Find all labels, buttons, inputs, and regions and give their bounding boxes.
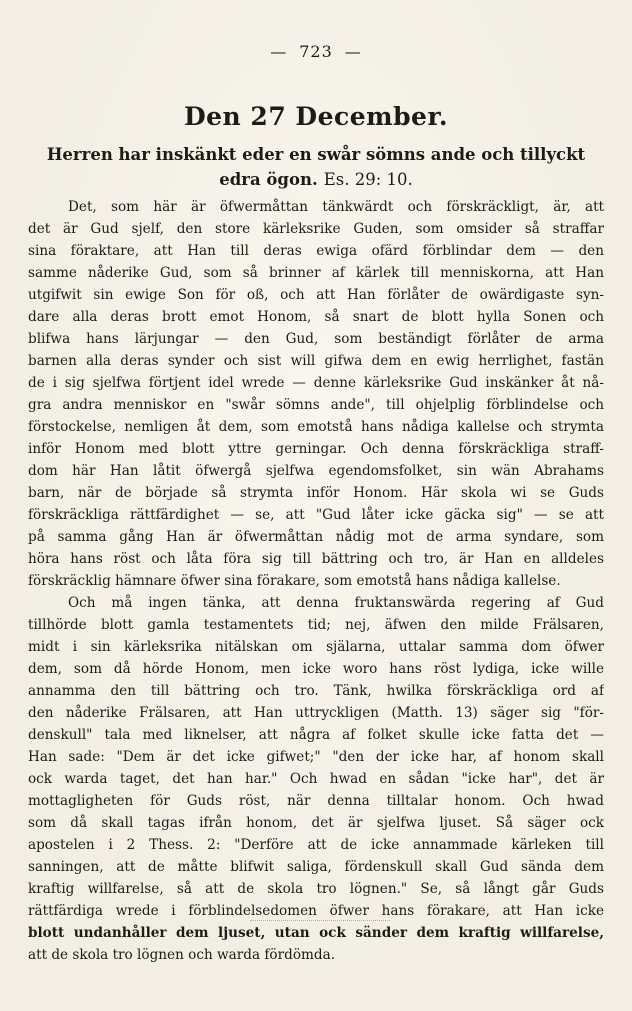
page-number — [0, 42, 632, 61]
page-number-dash-left: — — [270, 42, 288, 61]
verse-text: Herren har inskänkt eder en swår sömns ande och tillyckt edra ögon. — [46, 145, 586, 189]
text-line: ock warda taget, det han har." Och hwad en sådan "icke har", det är — [28, 771, 604, 787]
paragraph-2 — [28, 592, 604, 966]
text-line: Det, som här är öfwermåttan tänkwärdt och förskräckligt, är, att — [68, 199, 604, 215]
text-line: midt i sin kärleksrika nitälskan om själarna, uttalar samma dom öfwer — [28, 639, 604, 655]
decorative-divider — [250, 920, 390, 922]
text-line: gra andra menniskor en "swår sömns ande", till ohjelplig förblindelse och — [28, 397, 604, 413]
text-line: rättfärdiga wrede i förblindelsedomen öfwer hans förakare, att Han icke — [28, 903, 604, 919]
text-line: dare alla deras brott emot Honom, så snart de blott hylla Sonen och — [28, 309, 604, 325]
text-line: som då skall tagas ifrån honom, det är sjelfwa ljuset. Så säger ock — [28, 815, 604, 831]
text-line: Han sade: "Dem är det icke gifwet;" "den der icke har, af honom skall — [28, 749, 604, 765]
text-line: barnen alla deras synder och sist will gifwa dem en ewig herrlighet, fastän — [28, 353, 604, 369]
text-line: de i sig sjelfwa förtjent idel wrede — denne kärleksrike Gud inskänker åt nå- — [28, 375, 604, 391]
text-line: blifwa hans lärjungar — den Gud, som beständigt förlåter de arma — [28, 331, 604, 347]
text-line: tillhörde blott gamla testamentets tid; nej, äfwen den milde Frälsaren, — [28, 617, 604, 633]
text-line: samme nåderike Gud, som så brinner af kärlek till menniskorna, att Han — [28, 265, 604, 281]
text-line: blott undanhåller dem ljuset, utan ock sänder dem kraftig willfarelse, — [28, 925, 604, 941]
page-number-value: 723 — [299, 42, 333, 61]
verse-reference: Es. 29: 10. — [323, 170, 413, 189]
text-line: att de skola tro lögnen och warda fördömda. — [28, 947, 336, 963]
text-line: höra hans röst och låta föra sig till bättring och tro, är Han en alldeles — [28, 551, 604, 567]
text-line: inför Honom med blott yttre gerningar. Och denna förskräckliga straff- — [28, 441, 604, 457]
text-line: kraftig willfarelse, så att de skola tro lögnen." Se, så långt går Guds — [28, 881, 604, 897]
paragraph-1 — [28, 196, 604, 592]
text-line: barn, när de började så strymta inför Honom. Här skola wi se Guds — [28, 485, 604, 501]
text-line: sina föraktare, att Han till deras ewiga ofärd förblindar dem — den — [28, 243, 604, 259]
date-heading: Den 27 December. — [183, 102, 449, 131]
text-line: förskräckliga rättfärdighet — se, att "Gud låter icke gäcka sig" — se att — [28, 507, 604, 523]
devotional-verse-title — [36, 142, 596, 192]
text-line: det är Gud sjelf, den store kärleksrike Guden, som omsider så straffar — [28, 221, 604, 237]
page-number-dash-right: — — [344, 42, 362, 61]
body-text — [28, 196, 604, 966]
text-line: annamma den till bättring och tro. Tänk, hwilka förskräckliga ord af — [28, 683, 604, 699]
text-line: på samma gång Han är öfwermåttan nådig mot de arma syndare, som — [28, 529, 604, 545]
text-line: dem, som då hörde Honom, men icke woro hans röst lydiga, icke wille — [28, 661, 604, 677]
text-line: den nåderike Frälsaren, att Han uttryckligen (Matth. 13) säger sig "för- — [28, 705, 604, 721]
text-line: dom här Han låtit öfwergå sjelfwa egendomsfolket, sin wän Abrahams — [28, 463, 604, 479]
text-line: denskull" tala med liknelser, att några af folket skulle icke fatta det — — [28, 727, 604, 743]
text-line: sanningen, att de måtte blifwit saliga, fördenskull skall Gud sända dem — [28, 859, 604, 875]
text-line: Och må ingen tänka, att denna fruktanswärda regering af Gud — [68, 595, 604, 611]
text-line: förstockelse, nemligen åt dem, som emotstå hans nådiga kallelse och strymta — [28, 419, 604, 435]
text-line: apostelen i 2 Thess. 2: "Derföre att de icke annammade kärleken till — [28, 837, 604, 853]
text-line: utgifwit sin ewige Son för oß, och att Han förlåter de owärdigaste syn- — [28, 287, 604, 303]
text-line: förskräcklig hämnare öfwer sina förakare, som emotstå hans nådiga kallelse. — [28, 573, 561, 589]
text-line: mottagligheten för Guds röst, när denna tilltalar honom. Och hwad — [28, 793, 604, 809]
